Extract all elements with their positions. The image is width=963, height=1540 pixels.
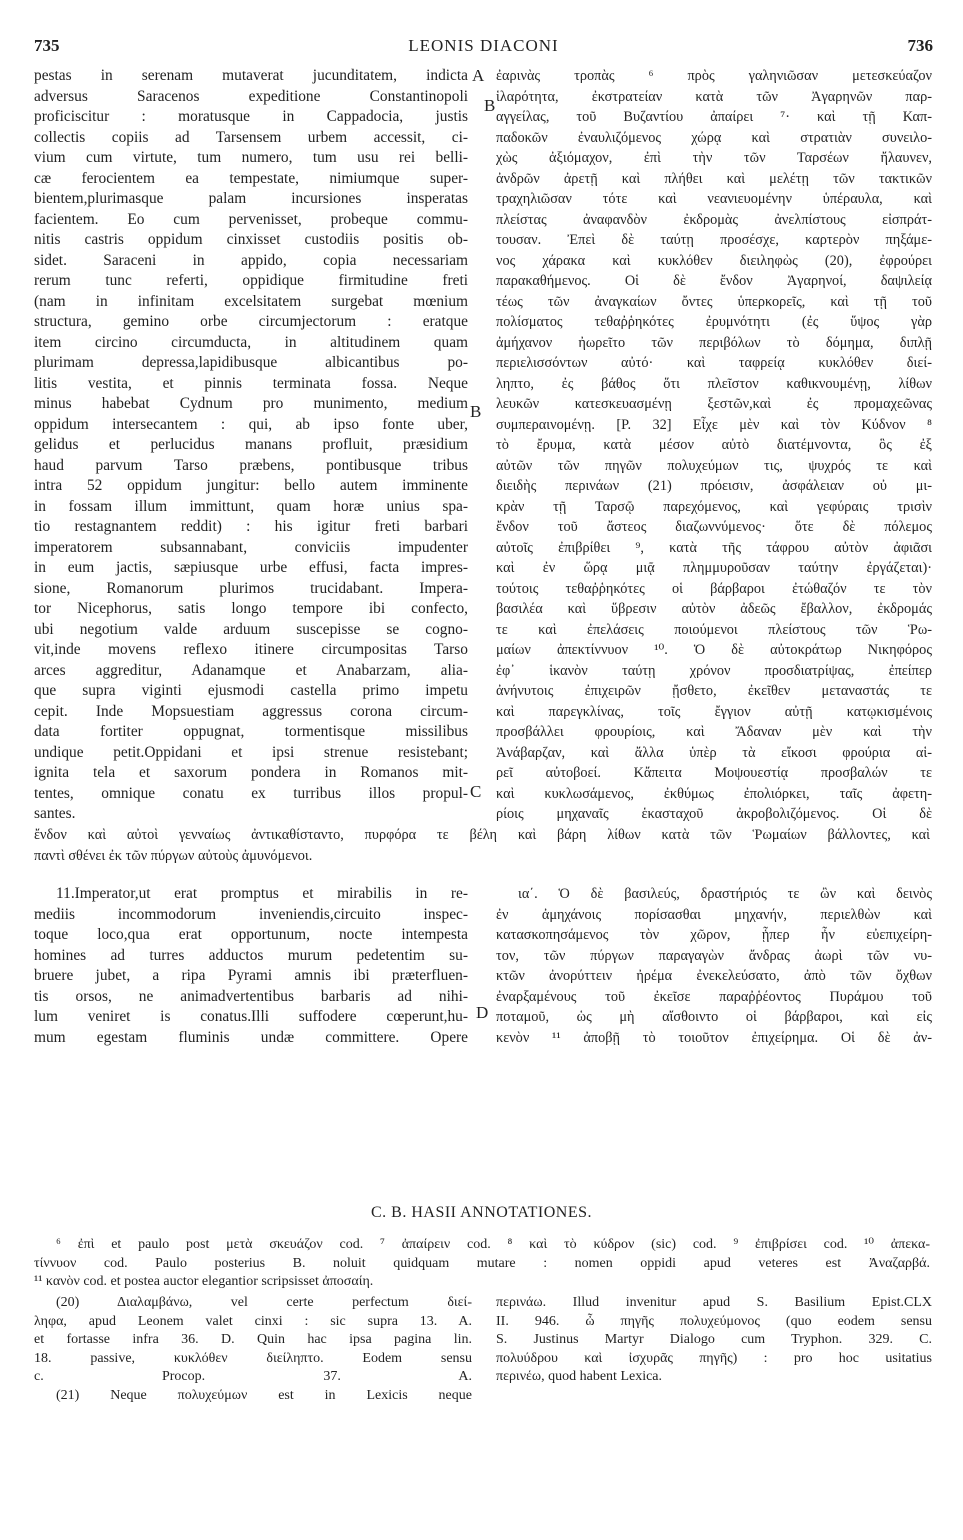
greek-text-line: διειδὴς περινάων (21) πρόεισιν, ἀσφάλειαν οὐ μι-: [496, 478, 932, 494]
greek-text-line: τὸ ἔρυμα, κατὰ μέσον αὐτὸ διατέμνοντα, ὃς ἐξ: [496, 437, 932, 453]
latin-text-line: gelidus et perlucidus manans profluit, præsidium: [34, 436, 468, 453]
annotation-line: et fortasse infra 36. D. Quin hac ipsa pagina lin.: [34, 1332, 472, 1347]
greek-text-line: ρίοις μηχαναῖς ἑκασταχοῦ ἀκροβολιζόμενος. Οἱ δὲ: [496, 806, 932, 822]
greek-text-line: ἱλαρότητα, ἐκστρατείαν κατὰ τῶν Ἀγαρηνῶν παρ-: [496, 88, 932, 105]
annotation-line: πολυύδρου καὶ ἰσχυρᾶς πηγῆς) : pro hoc usitatius: [496, 1350, 932, 1366]
greek-text-line: αὐτῶν τῶν πηγῶν πολυχεύμων τις, ψυχρός τε καὶ: [496, 457, 932, 474]
greek-text-line: ἐαρινὰς τροπὰς ⁶ πρὸς γαληνιῶσαν μετεσκεύαζον: [496, 68, 932, 84]
latin-text-line: proficiscitur : moratusque in Cappadocia, justis: [34, 108, 468, 125]
critical-note-line: τίννυον cod. Paulo posterius B. noluit quidquam mutare : nomen oppidi apud veteres est Ἀναζαρβά.: [34, 1255, 930, 1271]
latin-text-line: cæ ferocientem ea tempestate, nimiumque super-: [34, 169, 468, 187]
greek-text-line: αὐτοῖς ἐπιβρίθει ⁹, κατὰ τῆς τάφρου αὐτὸν ἀφιᾶσι: [496, 539, 932, 556]
latin-text-line: homines ad turres adductos murum pedetentim su-: [34, 946, 468, 964]
running-title: LEONIS DIACONI: [408, 36, 559, 55]
annotation-line: ληφα, apud Leonem valet cinxi : sic supra 13. A.: [34, 1313, 472, 1329]
annotations-left-column: [34, 1294, 472, 1405]
annotation-line: περινάω. Illud invenitur apud S. Basilium Epist.CLX: [496, 1295, 932, 1310]
greek-text-line: τέως τῶν ἀναγκαίων ὄντες ὑπερκορεῖς, καὶ τῇ τοῦ: [496, 293, 932, 310]
greek-text-line: ρεῖ αὐτοβοεί. Κἄπειτα Μοψουεστίᾳ προσβαλών τε: [496, 765, 932, 781]
latin-text-line: vium cum virtute, tum numero, tum usu rei belli-: [34, 149, 468, 166]
latin-text-line: bientem,plurimasque palam incursiones insperatas: [34, 190, 468, 207]
latin-text-line: bruere jubet, a ripa Pyrami amnis ibi præterfluen-: [34, 967, 468, 984]
annotations-heading: C. B. HASII ANNOTATIONES.: [371, 1204, 592, 1221]
greek-text-line: ἔνδον τοῦ ἄστεος διαζωννύμενος· ὅτε δὲ πόλεμος: [496, 519, 932, 535]
greek-text-line: κτῶν ἀνορύττειν ἠρέμα ἐνεκελεύσατο, ἀπὸ τῶν ὄχθων: [496, 968, 932, 984]
latin-text-line: arces aggreditur, Adanamque et Anabarzam, alia-: [34, 661, 468, 679]
annotations-right-column: [496, 1294, 932, 1387]
greek-text-line: τραχηλιῶσαν τότε καὶ νεανιευομένην ὑπέραυλα, καὶ: [496, 191, 932, 207]
greek-text-line: πολίσματος τεθαῤῥηκότες ἐρυμνότητι (ἐς ὕψος γὰρ: [496, 314, 932, 330]
page-number-left: 735: [34, 36, 60, 55]
greek-span-line-2: παντὶ σθένει ἐκ τῶν πύργων αὐτοὺς ἀμυνόμενοι.: [34, 848, 313, 864]
greek-text-line: τουσαν. Ἐπεὶ δὲ ταύτῃ προσέσχε, καρτερὸν πηξάμε-: [496, 232, 932, 248]
greek-text-column: [496, 66, 932, 825]
latin-text-line: santes.: [34, 805, 76, 822]
greek-text-line: προσβάλλει φρουρίοις, καὶ Ἄδαναν μὲν καὶ τὴν: [496, 724, 932, 740]
latin-text-line: facientem. Eo cum pervenisset, probeque commu-: [34, 210, 468, 228]
latin-text-line: in fossam illum immittunt, quam horæ unius spa-: [34, 497, 468, 515]
latin-text-line: haud parvum Tarso præbens, pontibusque tribus: [34, 456, 468, 474]
greek-text-line: λευκῶν κατεσκευασμένῃ ξεστῶν,καὶ ἐς προμαχεῶνας: [496, 396, 932, 412]
greek-text-line: τούτοις τεθαῤῥηκότες οἱ βάρβαροι ἐτώθαζόν τε τὸν: [496, 580, 932, 597]
greek-text-line: βασιλέα καὶ ὕβρεσιν αὐτὸν ἀδεῶς ἔβαλλον, ἐκδρομάς: [496, 601, 932, 617]
greek-text-line: νος χάρακα καὶ κυκλόθεν διειληφὼς (20), ἐφρούρει: [496, 252, 932, 269]
greek-text-line: μαίων ἀπεκτίννυον ¹⁰. Ὁ δὲ αὐτοκράτωρ Νικηφόρος: [496, 642, 932, 658]
section-marker-d: D: [476, 1003, 489, 1022]
greek-text-line: ἀνδρῶν ἀρετῇ καὶ πλήθει καὶ μελέτῃ τῶν τακτικῶν: [496, 170, 932, 187]
section-marker-a: A: [472, 66, 485, 85]
latin-text-line: adversus Saracenos expeditione Constantinopoli: [34, 87, 468, 105]
greek-text-line: παρακαθήμενος. Οἱ δὲ ἔνδον Ἀγαρηνοί, δαψιλείᾳ: [496, 273, 932, 289]
greek-span-line-1: ἔνδον καὶ αὐτοὶ γενναίως ἀντικαθίσταντο, πυρφόρα τε βέλη καὶ βάρη λίθων κατὰ τῶν Ῥωμαίων βάλλοντες, καὶ: [34, 827, 930, 843]
latin-text-line: litis vestita, et pinnis terminata fossa. Neque: [34, 374, 468, 392]
greek-text-line: παδοκῶν ἐναυλιζόμενος χώρᾳ καὶ στρατιὰν συνειλο-: [496, 129, 932, 146]
latin-text-line: ignita tela et saxorum pondera in Romanos mit-: [34, 764, 468, 781]
latin-text-line: minus habebat Cydnum pro munimento, medium: [34, 395, 468, 412]
latin-text-line: plurimam depressa,lapidibusque albicantibus po-: [34, 354, 468, 371]
critical-note-line: ⁶ ἐπὶ et paulo post μετὰ σκευάζον cod. ⁷ ἀπαίρειν cod. ⁸ καὶ τὸ κύδρον (sic) cod. ⁹ ἐπιβρίσει cod. ¹⁰ ἀπεκα-: [56, 1237, 930, 1252]
latin-text-line: tor Nicephorus, satis longo tempore ibi confecto,: [34, 600, 468, 617]
greek-text-line: ἐναρξαμένους τοῦ ἐκεῖσε παραῤῥέοντος Πυράμου τοῦ: [496, 988, 932, 1005]
latin-text-line: ubi negotium valde arduum suscepisse se cogno-: [34, 620, 468, 638]
critical-note-line: ¹¹ κανὸν cod. et postea auctor elegantior scripsisset ἀποσαίη.: [34, 1274, 374, 1289]
greek-text-line: ληπτο, ἐς βάθος ὅτι πλεῖστον καθικνουμένῃ, λίθων: [496, 375, 932, 392]
latin-text-line: sidet. Saraceni in appido, copia necessariam: [34, 251, 468, 269]
latin-text-line: tentes, omnique conatu ex turribus illos propul-: [34, 784, 468, 802]
greek-text-line: τε καὶ ἐπελάσεις ποιούμενοι πλείστους τῶν Ῥω-: [496, 621, 932, 638]
latin-text-line: 11.Imperator,ut erat promptus et mirabilis in re-: [56, 885, 468, 902]
latin-text-line: pestas in serenam mutaverat jucunditatem, indicta: [34, 67, 468, 84]
latin-text-line: mum egestam fluminis undæ committere. Opere: [34, 1028, 468, 1046]
greek-text-line: κενὸν ¹¹ ἀποβῇ τὸ τοιοῦτον ἐπιχείρημα. Οἱ δὲ ἀν-: [496, 1029, 932, 1046]
greek-text-line: ια΄. Ὁ δὲ βασιλεύς, δραστήριός τε ὢν καὶ δεινὸς: [518, 886, 932, 902]
latin-text-column: [34, 66, 468, 825]
latin-text-line: sione, Romanorum plurimos trucidabant. Impera-: [34, 579, 468, 597]
greek-text-line: καὶ παρεγκλίνας, τοῖς ἔγγιον αὐτῇ κατῳκισμένοις: [496, 703, 932, 720]
section-marker-b-top: B: [484, 96, 496, 115]
annotation-line: S. Justinus Martyr Dialogo cum Tryphon. 329. C.: [496, 1332, 932, 1347]
latin-text-line: collectis copiis ad Tarsensem urbem accessit, ci-: [34, 128, 468, 146]
latin-text-line: que supra viginti ejusmodi castella primo impetu: [34, 682, 468, 699]
greek-text-line: αγγείλας, τοῦ Βυζαντίου ἀπαίρει ⁷· καὶ τῇ Καπ-: [496, 109, 932, 125]
latin-text-line: intra 52 oppidum jungitur: bello autem imminente: [34, 477, 468, 494]
latin-text-column-section-11: [34, 884, 468, 1048]
latin-text-line: tis orsos, ne animadvertentibus barbaris ad nihi-: [34, 987, 468, 1005]
annotation-line: 18. passive, κυκλόθεν διείληπτο. Eodem sensu: [34, 1350, 472, 1366]
latin-text-line: undique petit.Oppidani et ipsi strenue resistebant;: [34, 743, 468, 761]
latin-text-line: lum veniret is conatus.Illi suffodere cœperunt,hu-: [34, 1008, 468, 1025]
page-number-right: 736: [907, 36, 933, 55]
latin-text-line: oppidum intersecantem : qui, ab ipso fonte uber,: [34, 415, 468, 433]
latin-text-line: mediis incommodorum inveniendis,circuito inspec-: [34, 905, 468, 923]
section-marker-c: C: [470, 782, 482, 801]
greek-text-line: ἐν ἀμηχάνοις πορίσασθαι μηχανήν, περιελθὼν καὶ: [496, 906, 932, 923]
greek-text-line: κατασκοπησάμενος τὸν χῶρον, ᾗπερ ἦν εὐεπιχείρη-: [496, 927, 932, 943]
greek-text-line: χὼς ἀξιόμαχον, ἐπὶ τὴν τῶν Ταρσέων ἤλαυνεν,: [496, 150, 932, 166]
latin-text-line: rerum tunc referti, oppidique firmitudine freti: [34, 272, 468, 289]
latin-text-line: structura, gemino orbe circumjectorum : eratque: [34, 313, 468, 330]
greek-text-line: ἀμήχανον ἠωρεῖτο τῶν περιβόλων τὸ δόμημα, διπλῇ: [496, 334, 932, 351]
latin-text-line: nitis castris oppidum cinxisset custodiis positis ob-: [34, 231, 468, 248]
greek-text-line: ἐφ᾽ ἱκανὸν ταύτῃ χρόνον προσδιατρίψας, ἐπείπερ: [496, 662, 932, 679]
latin-text-line: tio restagnantem reddit) : his igitur freti barbari: [34, 518, 468, 535]
greek-text-line: περιελισσόντων αὐτό· καὶ ταφρείᾳ κυκλόθεν διεί-: [496, 355, 932, 371]
greek-text-line: Ἀνάβαρζαν, καὶ ἄλλα ὑπὲρ τὰ εἴκοσι φρούρια αἱ-: [496, 744, 932, 761]
greek-text-line: κρὰν τῇ Ταρσῷ παρεχόμενος, καὶ γεφύραις τρισὶν: [496, 498, 932, 515]
greek-text-line: ποταμοῦ, ὡς μὴ αἴσθοιντο οἱ βάρβαροι, καὶ εἰς: [496, 1009, 932, 1025]
latin-text-line: in eum jactis, sæpiusque urbe effusi, facta impres-: [34, 559, 468, 576]
greek-text-line: καὶ ἐν ὥρᾳ μιᾷ πλημμυροῦσαν ταύτην ἐργάζεται)·: [496, 560, 932, 576]
section-marker-b: B: [470, 402, 482, 421]
latin-text-line: data fortiter oppugnat, tormentisque missilibus: [34, 723, 468, 740]
greek-text-line: τον, τῶν πύργων παραγαγὼν ἄνδρας ἀωρὶ τῶν νυ-: [496, 947, 932, 964]
latin-text-line: vit,inde movens reflexo itinere circumpositas Tarso: [34, 641, 468, 658]
greek-text-line: πλείστας ἀναφανδὸν ἐκδρομὰς ἀνελπίστους εἰσπράτ-: [496, 211, 932, 228]
annotation-line: (20) Διαλαμβάνω, vel certe perfectum διεί-: [56, 1295, 472, 1310]
latin-text-line: imperatorem subsannabant, conviciis impudenter: [34, 538, 468, 556]
latin-text-line: item circino circumducta, in altitudinem quam: [34, 333, 468, 351]
latin-text-line: toque loco,qua erat opportunum, nocte intempesta: [34, 926, 468, 943]
latin-text-line: cepit. Inde Mopsuestiam aggressus corona circum-: [34, 702, 468, 720]
latin-text-line: (nam in infinitam excelsitatem surgebat mœnium: [34, 292, 468, 310]
annotation-line: περινέω, quod habent Lexica.: [496, 1369, 663, 1384]
greek-text-line: καὶ κυκλωσάμενος, ἐκθύμως ἐπολιόρκει, ταῖς ἀφετη-: [496, 785, 932, 802]
annotation-line: II. 946. ὦ πηγῆς πολυχεύμονος (quo eodem sensu: [496, 1313, 932, 1329]
greek-text-column-section-11: [496, 884, 932, 1048]
greek-text-line: συμπεραινομένῃ. [P. 32] Εἶχε μὲν καὶ τὸν Κύδνον ⁸: [496, 416, 932, 433]
greek-text-line: ἀνήνυτοις ἐπιχειρῶν ᾔσθετο, ἐκεῖθεν μεταναστάς τε: [496, 683, 932, 699]
critical-notes: [34, 1236, 930, 1292]
running-header: [34, 36, 933, 60]
annotation-line: (21) Neque πολυχεύμων est in Lexicis neque: [56, 1387, 472, 1403]
annotation-line: c. Procop. 37. A.: [34, 1369, 472, 1384]
